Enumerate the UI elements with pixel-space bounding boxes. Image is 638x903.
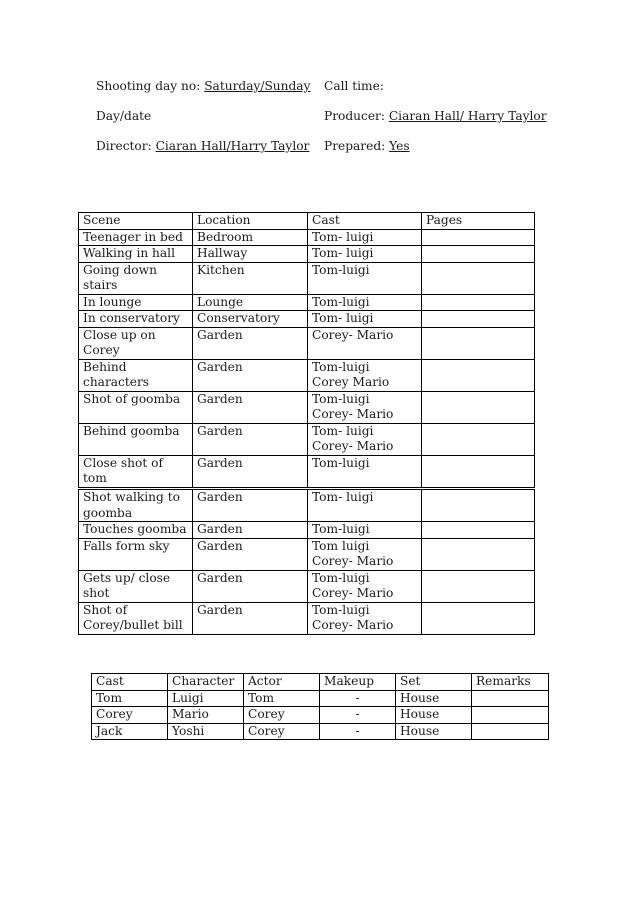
cast-cell: Corey xyxy=(92,707,168,724)
pages-cell xyxy=(422,538,535,570)
cast-cell-line: Corey- Mario xyxy=(312,327,394,342)
scene-cell: In conservatory xyxy=(79,311,193,328)
cast-cell-line: Tom- luigi xyxy=(312,490,374,504)
set-cell: House xyxy=(396,690,472,707)
scene-cell xyxy=(79,538,193,570)
cast-cell-line: Tom-luigi xyxy=(312,294,370,309)
location-cell: Garden xyxy=(193,327,308,359)
scene-cell: Close shot of tom xyxy=(79,455,193,487)
cast-cell xyxy=(308,294,422,311)
pages-cell xyxy=(422,294,535,311)
scene-cell-line: shot xyxy=(83,586,110,600)
cast-cell xyxy=(308,490,422,522)
table-row xyxy=(79,602,535,634)
table-row xyxy=(79,229,535,246)
shooting-day-label: Shooting day no: xyxy=(96,79,205,93)
cast-cell xyxy=(308,359,422,391)
scene-cell: Shot of goomba xyxy=(79,391,193,423)
cast-cell xyxy=(308,455,422,487)
scene-cell: Behind characters xyxy=(79,359,193,391)
location-cell: Garden xyxy=(193,570,308,602)
scene-cell: In lounge xyxy=(79,294,193,311)
cast-cell-line: Corey- Mario xyxy=(312,618,394,632)
location-cell: Garden xyxy=(193,538,308,570)
table-row xyxy=(79,311,535,328)
header-remarks: Remarks xyxy=(472,674,549,691)
table-row xyxy=(92,707,549,724)
remarks-cell xyxy=(472,723,549,740)
cast-cell: Tom xyxy=(92,690,168,707)
scene-cell-line: Gets up/ close xyxy=(83,570,171,585)
scene-cell: Close up on Corey xyxy=(79,327,193,359)
pages-cell xyxy=(422,229,535,246)
cast-cell-line: Corey- Mario xyxy=(312,554,394,568)
cast-cell-line: Tom-luigi xyxy=(312,522,370,536)
pages-cell xyxy=(422,246,535,263)
scene-cell: Behind goomba xyxy=(79,423,193,455)
location-cell: Garden xyxy=(193,455,308,487)
table-row xyxy=(92,723,549,740)
location-cell: Conservatory xyxy=(193,311,308,328)
cast-cell-line: Tom- luigi xyxy=(312,229,374,244)
director-label: Director: xyxy=(96,139,156,153)
character-cell: Mario xyxy=(168,707,244,724)
schedule-table xyxy=(78,212,535,488)
pages-cell xyxy=(422,455,535,487)
day-date-label: Day/date xyxy=(96,109,152,123)
location-cell: Garden xyxy=(193,490,308,522)
cast-cell xyxy=(308,522,422,539)
set-cell: House xyxy=(396,723,472,740)
scene-cell: Teenager in bed xyxy=(79,229,193,246)
prepared-label: Prepared: xyxy=(324,139,390,153)
cast-cell xyxy=(308,262,422,294)
cast-cell xyxy=(308,570,422,602)
scene-cell xyxy=(79,522,193,539)
actor-cell: Tom xyxy=(244,690,320,707)
cast-cell: Jack xyxy=(92,723,168,740)
actor-cell: Corey xyxy=(244,723,320,740)
table-row xyxy=(79,455,535,487)
cast-cell xyxy=(308,538,422,570)
cast-cell xyxy=(308,602,422,634)
pages-cell xyxy=(422,391,535,423)
character-cell: Luigi xyxy=(168,690,244,707)
pages-cell xyxy=(422,327,535,359)
cast-cell xyxy=(308,391,422,423)
cast-cell-line: Tom-luigi xyxy=(312,359,370,374)
table-row xyxy=(79,327,535,359)
table-row xyxy=(79,391,535,423)
scene-cell-line: Shot of xyxy=(83,602,128,617)
pages-cell xyxy=(422,602,535,634)
header-actor: Actor xyxy=(244,674,320,691)
pages-cell xyxy=(422,570,535,602)
location-cell: Garden xyxy=(193,391,308,423)
table-row xyxy=(79,423,535,455)
scene-cell xyxy=(79,490,193,522)
header-cast: Cast xyxy=(308,213,422,230)
cast-cell-line: Tom-luigi xyxy=(312,455,370,470)
scene-cell: Going down stairs xyxy=(79,262,193,294)
location-cell: Garden xyxy=(193,602,308,634)
header-cast: Cast xyxy=(92,674,168,691)
cast-cell-line: Tom-luigi xyxy=(312,602,370,617)
scene-cell-line: Falls form sky xyxy=(83,538,170,553)
cast-cell xyxy=(308,229,422,246)
cast-cell-line: Tom- luigi xyxy=(312,423,374,438)
producer-value: Ciaran Hall/ Harry Taylor xyxy=(388,109,547,123)
location-cell: Garden xyxy=(193,522,308,539)
cast-cell xyxy=(308,327,422,359)
scene-cell-line: Corey/bullet bill xyxy=(83,618,183,632)
table-row xyxy=(92,690,549,707)
header-makeup: Makeup xyxy=(320,674,396,691)
actor-cell: Corey xyxy=(244,707,320,724)
header-character: Character xyxy=(168,674,244,691)
cast-cell-line: Tom- luigi xyxy=(312,311,374,325)
cast-header-row xyxy=(92,674,549,691)
director xyxy=(96,139,309,153)
remarks-cell xyxy=(472,690,549,707)
call-time-label: Call time: xyxy=(324,79,384,93)
set-cell: House xyxy=(396,707,472,724)
pages-cell xyxy=(422,262,535,294)
pages-cell xyxy=(422,359,535,391)
pages-cell xyxy=(422,423,535,455)
table-row xyxy=(79,294,535,311)
cast-cell-line: Tom- luigi xyxy=(312,246,374,260)
header-pages: Pages xyxy=(422,213,535,230)
table-row xyxy=(79,570,535,602)
header-set: Set xyxy=(396,674,472,691)
character-cell: Yoshi xyxy=(168,723,244,740)
cast-cell-line: Corey- Mario xyxy=(312,439,394,453)
makeup-cell: - xyxy=(320,723,396,740)
producer-label: Producer: xyxy=(324,109,389,123)
call-time xyxy=(324,79,384,93)
pages-cell xyxy=(422,311,535,328)
cast-cell-line: Tom-luigi xyxy=(312,391,370,406)
cast-cell-line: Corey- Mario xyxy=(312,586,394,600)
cast-cell-line: Corey Mario xyxy=(312,375,390,389)
makeup-cell: - xyxy=(320,690,396,707)
schedule-header-row xyxy=(79,213,535,230)
table-row xyxy=(79,262,535,294)
cast-cell xyxy=(308,423,422,455)
cast-cell-line: Corey- Mario xyxy=(312,407,394,421)
scene-cell xyxy=(79,602,193,634)
cast-cell xyxy=(308,311,422,328)
shooting-day xyxy=(96,79,310,93)
cast-cell-line: Tom-luigi xyxy=(312,570,370,585)
table-row xyxy=(79,359,535,391)
cast-cell-line: Tom-luigi xyxy=(312,262,370,277)
shooting-day-value: Saturday/Sunday xyxy=(204,79,311,93)
location-cell: Garden xyxy=(193,423,308,455)
scene-cell xyxy=(79,570,193,602)
location-cell: Bedroom xyxy=(193,229,308,246)
cast-cell xyxy=(308,246,422,263)
scene-cell-line: goomba xyxy=(83,505,133,520)
prepared-value: Yes xyxy=(389,139,410,153)
location-cell: Hallway xyxy=(193,246,308,263)
pages-cell xyxy=(422,522,535,539)
table-row xyxy=(79,246,535,263)
header-scene: Scene xyxy=(79,213,193,230)
prepared xyxy=(324,139,410,153)
cast-table xyxy=(91,673,549,740)
producer xyxy=(324,109,547,123)
scene-cell-line: Touches goomba xyxy=(83,522,187,536)
table-row xyxy=(79,522,535,539)
day-date xyxy=(96,109,151,123)
scene-cell: Walking in hall xyxy=(79,246,193,263)
table-row xyxy=(79,538,535,570)
location-cell: Garden xyxy=(193,359,308,391)
table-row xyxy=(79,490,535,522)
header-location: Location xyxy=(193,213,308,230)
location-cell: Lounge xyxy=(193,294,308,311)
director-value: Ciaran Hall/Harry Taylor xyxy=(155,139,310,153)
scene-cell-line: Shot walking to xyxy=(83,490,180,504)
cast-cell-line: Tom luigi xyxy=(312,538,370,553)
location-cell: Kitchen xyxy=(193,262,308,294)
schedule-table-continued xyxy=(78,489,535,635)
makeup-cell: - xyxy=(320,707,396,724)
pages-cell xyxy=(422,490,535,522)
remarks-cell xyxy=(472,707,549,724)
